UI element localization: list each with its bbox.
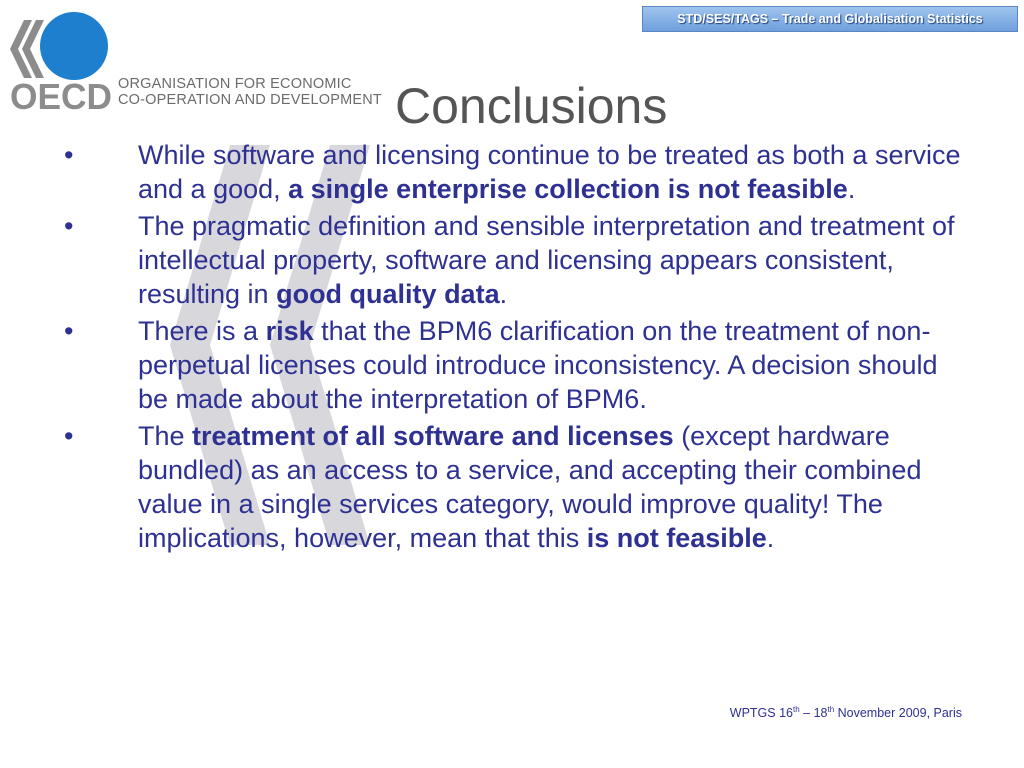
bullet-icon: • bbox=[64, 211, 74, 241]
bullet-text: The pragmatic definition and sensible interpretation and treatment of intellectual property, software and licensing appears consistent, resulting in bbox=[138, 211, 955, 309]
section-banner bbox=[642, 6, 1018, 32]
bullet-emphasis: a single enterprise collection is not feasible bbox=[288, 174, 848, 204]
bullet-item bbox=[60, 314, 975, 416]
oecd-wordmark: OECD bbox=[10, 76, 112, 112]
bullet-text: . bbox=[499, 279, 508, 309]
organisation-name-line1: ORGANISATION FOR ECONOMIC bbox=[118, 76, 352, 92]
bullet-text: The bbox=[138, 421, 193, 451]
bullet-text: There is a bbox=[138, 316, 266, 346]
bullet-item bbox=[60, 209, 975, 311]
bullet-icon: • bbox=[64, 316, 74, 346]
bullet-icon: • bbox=[64, 140, 74, 170]
organisation-name-line2: CO-OPERATION AND DEVELOPMENT bbox=[118, 92, 382, 108]
bullet-emphasis: good quality data bbox=[276, 279, 500, 309]
bullet-text: (except hardware bundled) as an access to a service, and accepting their combined value in a single services category, would improve quality! The implications, however, mean that this bbox=[138, 421, 922, 553]
oecd-logo-icon bbox=[10, 12, 115, 112]
bullet-text: . bbox=[847, 174, 856, 204]
bullet-text: While software and licensing continue to be treated as both a service and a good, bbox=[138, 140, 961, 204]
organisation-name bbox=[118, 76, 382, 108]
footer-sup-1: th bbox=[793, 705, 800, 714]
bullet-item bbox=[60, 138, 975, 206]
bullet-text: that the BPM6 clarification on the treatment of non-perpetual licenses could introduce inconsistency. A decision should be made about the interpretation of BPM6. bbox=[138, 316, 938, 414]
slide-footer bbox=[730, 705, 962, 720]
slide-title: Conclusions bbox=[395, 78, 668, 134]
bullet-emphasis: is not feasible bbox=[586, 523, 767, 553]
section-banner-text: STD/SES/TAGS – Trade and Globalisation Statistics bbox=[677, 12, 983, 26]
conclusions-bullet-list bbox=[60, 138, 975, 558]
bullet-item bbox=[60, 419, 975, 555]
footer-date-suffix: November 2009, Paris bbox=[834, 706, 962, 721]
footer-date-middle: – 18 bbox=[799, 706, 828, 721]
bullet-emphasis: treatment of all software and licenses bbox=[192, 421, 674, 451]
bullet-text: . bbox=[766, 523, 775, 553]
bullet-icon: • bbox=[64, 421, 74, 451]
footer-sup-2: th bbox=[827, 705, 835, 714]
bullet-emphasis: risk bbox=[265, 316, 314, 346]
footer-date-prefix: WPTGS 16 bbox=[729, 706, 793, 721]
